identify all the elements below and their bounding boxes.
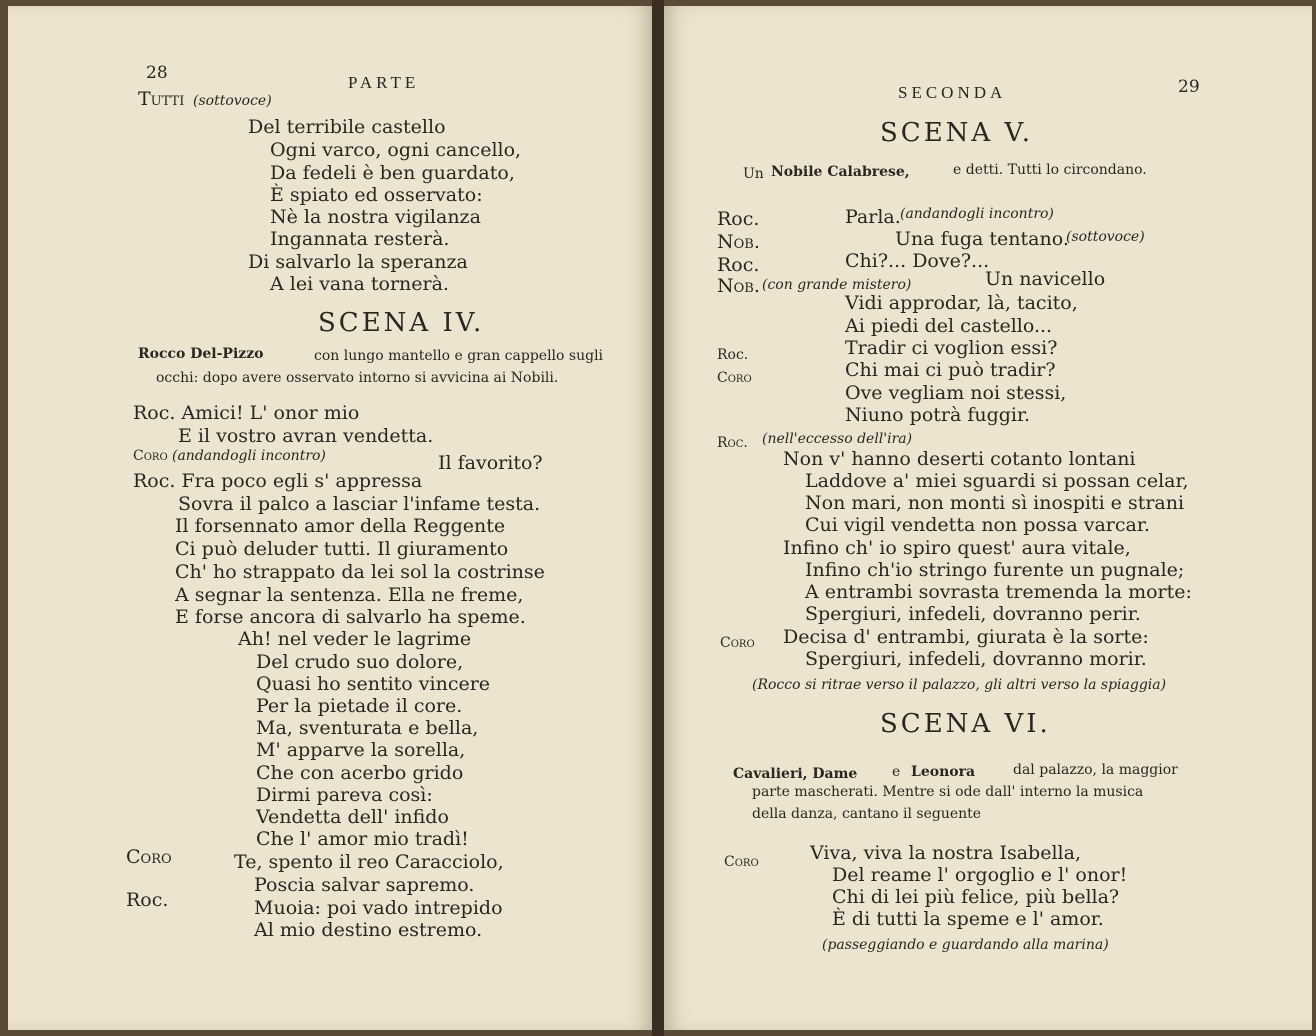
text-line: (andandogli incontro) <box>900 206 1054 222</box>
text-line: Nob. <box>717 231 760 253</box>
text-line: Tradir ci voglion essi? <box>845 337 1058 359</box>
text-line: e detti. Tutti lo circondano. <box>953 162 1147 178</box>
text-line: Il forsennato amor della Reggente <box>175 515 506 537</box>
text-line: (andandogli incontro) <box>172 448 326 464</box>
text-line: Parla. <box>845 206 901 228</box>
text-line: Chi mai ci può tradir? <box>845 359 1056 381</box>
text-line: Ah! nel veder le lagrime <box>238 628 472 650</box>
running-head: SECONDA <box>898 83 1007 102</box>
text-line: Ogni varco, ogni cancello, <box>270 139 522 161</box>
text-line: Muoia: poi vado intrepido <box>254 897 503 919</box>
text-line: Roc. <box>126 889 169 911</box>
text-line: A segnar la sentenza. Ella ne freme, <box>175 584 524 606</box>
text-line: Nobile Calabrese, <box>771 164 910 180</box>
text-line: E forse ancora di salvarlo ha speme. <box>175 606 526 628</box>
text-line: Nè la nostra vigilanza <box>270 206 481 228</box>
text-line: E il vostro avran vendetta. <box>178 425 434 447</box>
text-line: Del reame l' orgoglio e l' onor! <box>832 864 1128 886</box>
text-line: SCENA IV. <box>318 308 485 338</box>
text-line: della danza, cantano il seguente <box>752 806 982 822</box>
text-line: Una fuga tentano. <box>895 228 1069 250</box>
page-number: 29 <box>1178 77 1200 97</box>
text-line: (sottovoce) <box>1066 229 1145 245</box>
text-line: e <box>892 764 901 780</box>
text-line: Roc. Amici! L' onor mio <box>133 402 360 424</box>
text-line: Te, spento il reo Caracciolo, <box>234 851 504 873</box>
text-line: parte mascherati. Mentre si ode dall' interno la musica <box>752 784 1144 800</box>
text-line: Coro <box>126 846 172 868</box>
text-line: Ci può deluder tutti. Il giuramento <box>175 538 509 560</box>
text-line: con lungo mantello e gran cappello sugli <box>314 348 604 364</box>
text-line: Decisa d' entrambi, giurata è la sorte: <box>783 626 1149 648</box>
text-line: (passeggiando e guardando alla marina) <box>822 937 1109 953</box>
text-line: Infino ch'io stringo furente un pugnale; <box>805 559 1185 581</box>
text-line: Niuno potrà fuggir. <box>845 404 1031 426</box>
text-line: Non v' hanno deserti cotanto lontani <box>783 448 1136 470</box>
text-line: Di salvarlo la speranza <box>248 251 468 273</box>
text-line: Infino ch' io spiro quest' aura vitale, <box>783 537 1131 559</box>
page-number: 28 <box>146 63 168 83</box>
text-line: Ma, sventurata e bella, <box>256 717 479 739</box>
text-line: Tutti <box>138 88 185 110</box>
text-line: Dirmi pareva così: <box>256 784 433 806</box>
left-page <box>8 6 656 1030</box>
text-line: Un <box>743 166 764 182</box>
text-line: Ove vegliam noi stessi, <box>845 382 1067 404</box>
text-line: Nob. <box>717 275 760 297</box>
text-line: SCENA VI. <box>880 709 1051 739</box>
text-line: Leonora <box>911 764 976 780</box>
text-line: Per la pietade il core. <box>256 695 463 717</box>
text-line: Spergiuri, infedeli, dovranno morir. <box>805 648 1147 670</box>
text-line: Coro <box>724 854 759 870</box>
text-line: A entrambi sovrasta tremenda la morte: <box>805 581 1192 603</box>
text-line: Laddove a' miei sguardi si possan celar, <box>805 470 1189 492</box>
text-line: occhi: dopo avere osservato intorno si avvicina ai Nobili. <box>156 370 559 386</box>
text-line: Che l' amor mio tradì! <box>256 828 469 850</box>
book-gutter <box>652 0 664 1036</box>
text-line: (con grande mistero) <box>762 277 912 293</box>
text-line: Coro <box>717 370 752 386</box>
text-line: Coro <box>720 635 755 651</box>
text-line: Chi di lei più felice, più bella? <box>832 886 1120 908</box>
text-line: M' apparve la sorella, <box>256 739 466 761</box>
text-line: (Rocco si ritrae verso il palazzo, gli altri verso la spiaggia) <box>752 677 1167 693</box>
text-line: Del terribile castello <box>248 116 446 138</box>
text-line: Rocco Del-Pizzo <box>138 346 264 362</box>
text-line: Viva, viva la nostra Isabella, <box>810 842 1081 864</box>
text-line: Del crudo suo dolore, <box>256 651 464 673</box>
text-line: Roc. <box>717 254 760 276</box>
text-line: Ch' ho strappato da lei sol la costrinse <box>175 561 545 583</box>
text-line: Cavalieri, Dame <box>733 766 858 782</box>
text-line: Vidi approdar, là, tacito, <box>845 292 1078 314</box>
text-line: Sovra il palco a lasciar l'infame testa. <box>178 493 541 515</box>
text-line: Un navicello <box>985 268 1106 290</box>
text-line: È spiato ed osservato: <box>270 184 483 206</box>
text-line: Vendetta dell' infido <box>256 806 449 828</box>
text-line: dal palazzo, la maggior <box>1013 762 1178 778</box>
text-line: Il favorito? <box>438 452 543 474</box>
text-line: A lei vana tornerà. <box>270 273 449 295</box>
text-line: Poscia salvar sapremo. <box>254 874 475 896</box>
text-line: Chi?... Dove?... <box>845 250 990 272</box>
text-line: Cui vigil vendetta non possa varcar. <box>805 514 1150 536</box>
text-line: Ai piedi del castello... <box>845 315 1053 337</box>
text-line: Roc. <box>717 208 760 230</box>
text-line: Coro <box>133 448 168 464</box>
right-page <box>660 6 1312 1030</box>
text-line: È di tutti la speme e l' amor. <box>832 908 1104 930</box>
text-line: Roc. Fra poco egli s' appressa <box>133 470 423 492</box>
text-line: (sottovoce) <box>193 93 272 109</box>
text-line: Che con acerbo grido <box>256 762 464 784</box>
text-line: Spergiuri, infedeli, dovranno perir. <box>805 603 1141 625</box>
text-line: Roc. <box>717 435 748 451</box>
text-line: Al mio destino estremo. <box>254 919 483 941</box>
text-line: SCENA V. <box>880 118 1033 148</box>
running-head: PARTE <box>348 73 420 92</box>
text-line: Roc. <box>717 347 749 363</box>
text-line: Da fedeli è ben guardato, <box>270 162 515 184</box>
text-line: Quasi ho sentito vincere <box>256 673 491 695</box>
text-line: Non mari, non monti sì inospiti e strani <box>805 492 1185 514</box>
text-line: (nell'eccesso dell'ira) <box>762 431 913 447</box>
text-line: Ingannata resterà. <box>270 228 450 250</box>
